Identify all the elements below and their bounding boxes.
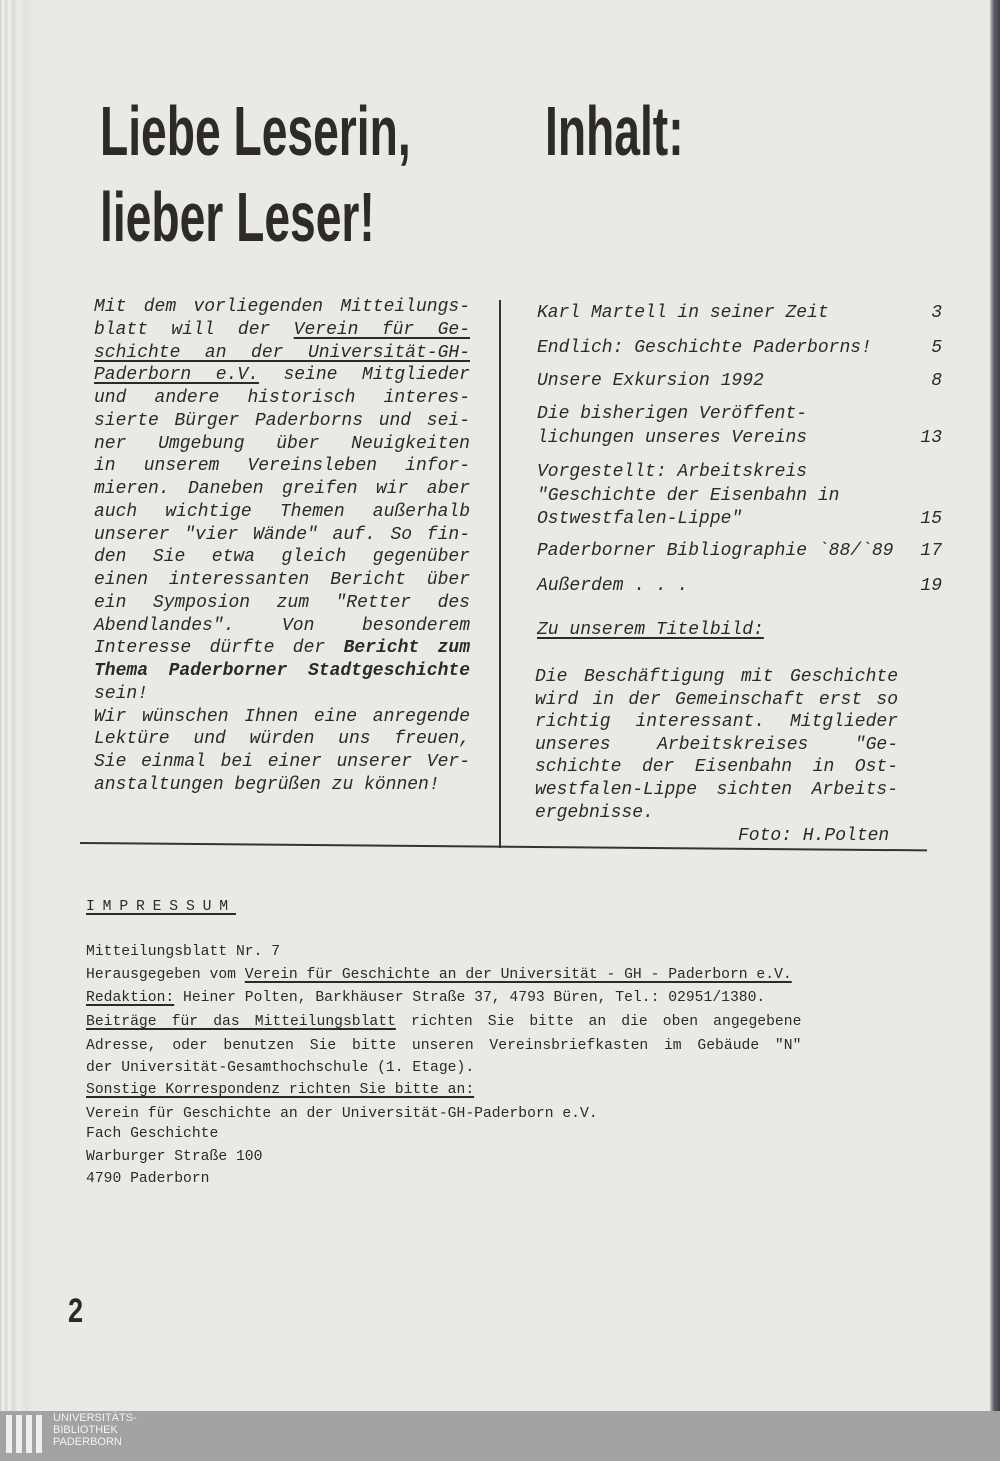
cover-line: richtig interessant. Mitglieder: [535, 712, 898, 733]
toc-item-page: 19: [920, 576, 942, 596]
letter-line: [94, 592, 470, 614]
toc-item-title: Paderborner Bibliographie `88/`89: [537, 541, 894, 561]
letter-line: [94, 524, 470, 546]
letter-text: den Sie etwa gleich gegenüber: [94, 547, 470, 568]
letter-line: [94, 660, 470, 682]
photo-credit: Foto: H.Polten: [738, 826, 890, 846]
letter-text: unserer "vier Wände" auf. So fin-: [94, 524, 470, 545]
toc-item-title: Die bisherigen Veröffent-: [537, 404, 808, 424]
greeting-heading-line2: lieber Leser!: [100, 178, 375, 256]
letter-line: [94, 728, 470, 750]
letter-line: [94, 478, 470, 500]
address-line: Verein für Geschichte an der Universität-GH-Paderborn e.V.: [86, 1105, 598, 1122]
toc-item-title: lichungen unseres Vereins: [537, 427, 808, 448]
letter-text: schichte an der Universität-GH-: [94, 342, 470, 363]
column-divider: [499, 300, 501, 848]
contrib-rest: richten Sie bitte an die oben angegebene: [395, 1013, 802, 1030]
letter-text: Mit dem vorliegenden Mitteilungs-: [94, 297, 470, 317]
letter-text: sierte Bürger Paderborns und sei-: [94, 410, 470, 431]
editor-label: Redaktion:: [86, 989, 175, 1006]
letter-text: Verein für Ge-: [293, 319, 470, 340]
publisher-name: Verein für Geschichte an der Universität - GH - Paderborn e.V.: [244, 966, 792, 983]
address-line: Warburger Straße 100: [86, 1148, 263, 1165]
correspondence-label: Sonstige Korrespondenz richten Sie bitte an:: [86, 1081, 475, 1098]
publisher-prefix: Herausgegeben vom: [86, 966, 245, 983]
impressum-heading: IMPRESSUM: [86, 898, 236, 915]
letter-line: [94, 501, 470, 523]
letter-text: Sie einmal bei einer unserer Ver-: [94, 752, 470, 772]
greeting-heading-line1: Liebe Leserin,: [100, 92, 411, 170]
letter-text: Thema Paderborner Stadtgeschichte: [94, 661, 470, 681]
cover-line: unseres Arbeitskreises "Ge-: [535, 734, 898, 755]
letter-line: [94, 387, 470, 409]
letter-line: [94, 637, 470, 659]
letter-text: in unserem Vereinsleben infor-: [94, 456, 470, 477]
cover-line: schichte der Eisenbahn in Ost-: [535, 757, 898, 778]
editor-line: [86, 988, 801, 1008]
letter-text: blatt will der: [94, 319, 294, 340]
toc-item-title: Unsere Exkursion 1992: [537, 371, 764, 391]
address-line: 4790 Paderborn: [86, 1170, 210, 1187]
toc-item-title: Endlich: Geschichte Paderborns!: [537, 338, 872, 358]
cover-heading: Zu unserem Titelbild:: [537, 620, 764, 640]
letter-line: [94, 410, 470, 432]
letter-line: [94, 774, 470, 796]
library-name-line: PADERBORN: [53, 1436, 122, 1448]
editor-details: Heiner Polten, Barkhäuser Straße 37, 4793 Büren, Tel.: 02951/1380.: [174, 989, 766, 1006]
contrib-line3: der Universität-Gesamthochschule (1. Etage).: [86, 1059, 475, 1076]
letter-line: [94, 615, 470, 637]
library-footer: [0, 1411, 1000, 1461]
cover-line: wird in der Gemeinschaft erst so: [535, 689, 898, 710]
contrib-label: Beiträge für das Mitteilungsblatt: [86, 1013, 396, 1030]
letter-text: seine Mitglieder: [258, 365, 470, 386]
letter-line: [94, 433, 470, 455]
letter-text: Abendlandes". Von besonderem: [94, 615, 470, 636]
letter-line: [94, 706, 470, 728]
toc-item-page: 8: [931, 371, 942, 391]
issue-number: Mitteilungsblatt Nr. 7: [86, 943, 281, 960]
library-name: [53, 1412, 137, 1448]
letter-text: einen interessanten Bericht über: [94, 570, 470, 590]
letter-text: und andere historisch interes-: [94, 388, 470, 408]
letter-text: auch wichtige Themen außerhalb: [94, 501, 470, 522]
letter-line: [94, 683, 470, 705]
letter-text: anstaltungen begrüßen zu können!: [94, 774, 440, 795]
letter-line: [94, 569, 470, 591]
contents-heading: Inhalt:: [545, 92, 684, 170]
cover-line: Die Beschäftigung mit Geschichte: [535, 667, 898, 687]
letter-line: [94, 319, 470, 341]
contrib-line: [86, 1012, 801, 1032]
toc-item-title: Vorgestellt: Arbeitskreis: [537, 462, 808, 482]
toc-item-page: 3: [931, 303, 942, 323]
library-name-line: UNIVERSITÄTS-: [53, 1412, 137, 1424]
letter-text: sein!: [94, 683, 149, 704]
letter-text: Bericht zum: [343, 638, 470, 659]
letter-line: [94, 546, 470, 568]
letter-text: Paderborn e.V.: [94, 365, 259, 386]
toc-item-title: Ostwestfalen-Lippe": [537, 509, 743, 529]
letter-text: ner Umgebung über Neuigkeiten: [94, 433, 470, 454]
toc-item-page: 15: [920, 509, 942, 529]
letter-line: [94, 364, 470, 386]
contrib-line2: Adresse, oder benutzen Sie bitte unseren Vereinsbriefkasten im Gebäude "N": [86, 1037, 802, 1054]
cover-line: westfalen-Lippe sichten Arbeits-: [535, 780, 898, 800]
toc-item-page: 17: [920, 541, 942, 561]
page-stack-edge: [0, 0, 32, 1411]
publisher-line: [86, 965, 801, 985]
cover-line: ergebnisse.: [535, 802, 654, 823]
letter-text: ein Symposion zum "Retter des: [94, 592, 470, 613]
letter-line: [94, 296, 470, 318]
address-line: Fach Geschichte: [86, 1125, 219, 1142]
scanner-edge: [990, 0, 1000, 1411]
page-number: 2: [68, 1292, 84, 1330]
letter-text: Interesse dürfte der: [94, 638, 344, 659]
toc-item-title: Karl Martell in seiner Zeit: [537, 303, 829, 323]
library-logo-icon: [6, 1415, 46, 1457]
library-name-line: BIBLIOTHEK: [53, 1424, 118, 1436]
toc-item-page: 13: [920, 427, 942, 448]
letter-text: Wir wünschen Ihnen eine anregende: [94, 706, 470, 727]
letter-text: mieren. Daneben greifen wir aber: [94, 479, 470, 499]
letter-line: [94, 751, 470, 773]
letter-text: Lektüre und würden uns freuen,: [94, 729, 470, 750]
letter-line: [94, 455, 470, 477]
toc-item-title: "Geschichte der Eisenbahn in: [537, 485, 840, 506]
toc-item-page: 5: [931, 338, 942, 358]
toc-item-title: Außerdem . . .: [537, 576, 689, 596]
letter-line: [94, 342, 470, 364]
